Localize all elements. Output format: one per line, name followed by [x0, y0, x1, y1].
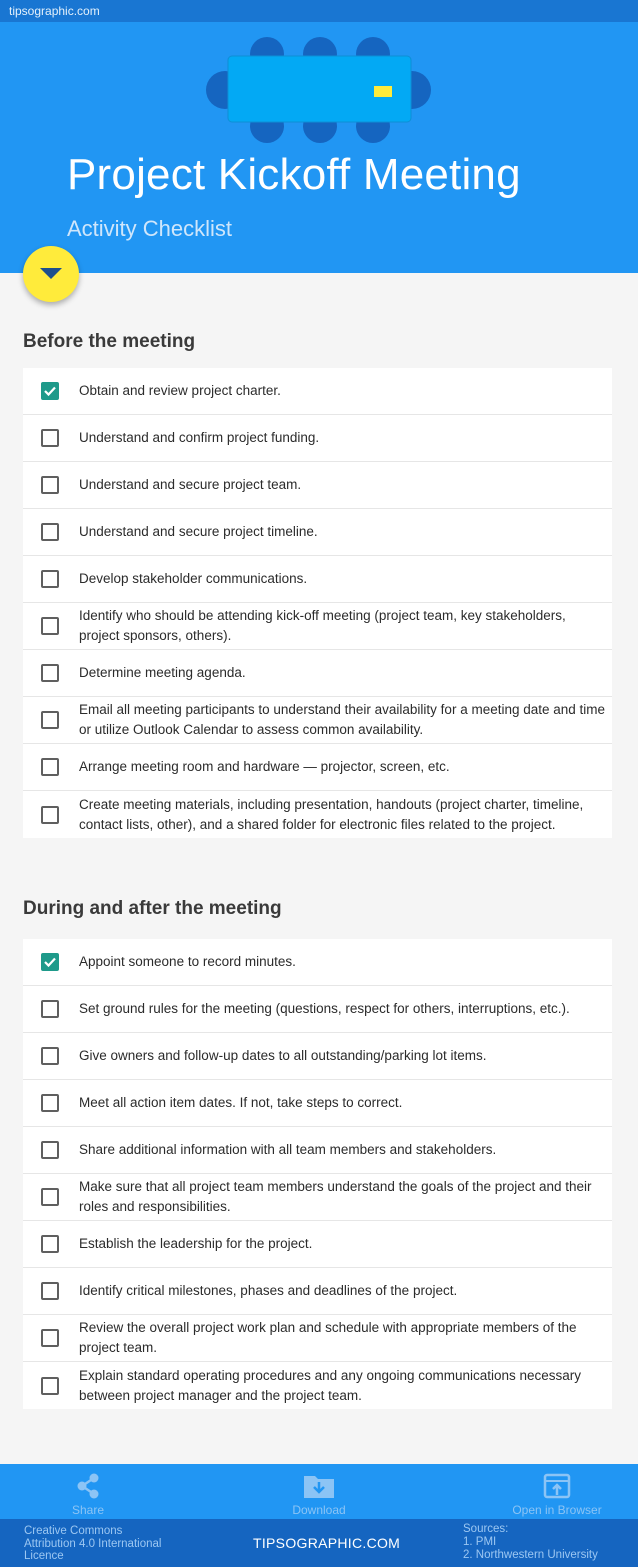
checklist-item[interactable] — [23, 509, 612, 556]
checkmark-icon — [43, 384, 57, 398]
checklist-before — [23, 368, 612, 838]
caret-down-icon — [40, 267, 62, 281]
checklist-item[interactable] — [23, 556, 612, 603]
checklist-item-text: Understand and secure project timeline. — [79, 524, 318, 539]
checkbox[interactable] — [41, 1235, 59, 1253]
download-icon — [303, 1473, 335, 1499]
checklist-item-text: Determine meeting agenda. — [79, 665, 246, 680]
checklist-item[interactable] — [23, 744, 612, 791]
footer — [0, 1519, 638, 1567]
checklist-item[interactable] — [23, 415, 612, 462]
checklist-item-text: Identify who should be attending kick-off meeting (project team, key stakeholders, project sponsors, others). — [79, 608, 566, 643]
checklist-item[interactable] — [23, 603, 612, 650]
share-label: Share — [71, 1503, 105, 1517]
sources-text — [463, 1523, 598, 1562]
checklist-item[interactable] — [23, 1127, 612, 1174]
license-line: Attribution 4.0 International — [24, 1537, 162, 1550]
license-line: Licence — [24, 1550, 64, 1562]
sources-line: 2. Northwestern University — [463, 1549, 598, 1561]
checkbox[interactable] — [41, 476, 59, 494]
checklist-item-text: Share additional information with all team members and stakeholders. — [79, 1142, 497, 1157]
checklist-item-text: Create meeting materials, including presentation, handouts (project charter, timeline, contact lists, other), and a shared folder for electronic files related to the project. — [79, 796, 584, 832]
checkbox[interactable] — [41, 664, 59, 682]
checklist-item-text: Give owners and follow-up dates to all outstanding/parking lot items. — [79, 1048, 487, 1063]
checklist-item[interactable] — [23, 462, 612, 509]
checklist-item-text: Make sure that all project team members understand the goals of the project and their roles and responsibilities. — [79, 1179, 592, 1214]
checkbox[interactable] — [41, 1282, 59, 1300]
expand-button[interactable] — [23, 246, 79, 302]
open-in-browser-label: Open in Browser — [512, 1503, 602, 1517]
checklist-item-text: Identify critical milestones, phases and deadlines of the project. — [79, 1283, 458, 1298]
checklist-item-text: Arrange meeting room and hardware — projector, screen, etc. — [79, 759, 450, 774]
checklist-item[interactable] — [23, 986, 612, 1033]
share-button[interactable] — [28, 1464, 148, 1519]
open-in-browser-icon — [543, 1473, 571, 1499]
page-title: Project Kickoff Meeting — [67, 150, 521, 199]
site-header — [0, 0, 638, 22]
checklist-item-text: Review the overall project work plan and schedule with appropriate members of the project team. — [79, 1320, 577, 1355]
checklist-item-text: Establish the leadership for the project. — [79, 1236, 313, 1251]
checkbox[interactable] — [41, 1094, 59, 1112]
checklist-item[interactable] — [23, 1315, 612, 1362]
checklist-item[interactable] — [23, 368, 612, 415]
action-bar — [0, 1464, 638, 1519]
checklist-item[interactable] — [23, 1174, 612, 1221]
checklist-item[interactable] — [23, 1221, 612, 1268]
checklist-item-text: Meet all action item dates. If not, take steps to correct. — [79, 1095, 403, 1110]
checkbox[interactable] — [41, 617, 59, 635]
checklist-item-text: Explain standard operating procedures and any ongoing communications necessary between project manager and the project team. — [79, 1367, 582, 1403]
checklist-item-text: Understand and secure project team. — [79, 477, 302, 492]
download-label: Download — [292, 1503, 346, 1517]
checkbox[interactable] — [41, 806, 59, 824]
license-line: Creative Commons — [24, 1525, 123, 1537]
site-name: tipsographic.com — [9, 4, 100, 18]
checkbox[interactable] — [41, 1047, 59, 1065]
checklist-item-text: Obtain and review project charter. — [79, 383, 281, 398]
checklist-item[interactable] — [23, 1033, 612, 1080]
checklist-item[interactable] — [23, 1268, 612, 1315]
section-title-during: During and after the meeting — [23, 898, 282, 919]
checklist-item-text: Understand and confirm project funding. — [79, 430, 320, 445]
checkbox[interactable] — [41, 570, 59, 588]
checklist-item-text: Email all meeting participants to understand their availability for a meeting date and time or utilize Outlook Calendar to assess common availability. — [79, 702, 606, 737]
checkbox-checked[interactable] — [41, 953, 59, 971]
license-text — [24, 1525, 161, 1563]
checklist-item[interactable] — [23, 791, 612, 838]
checklist-item[interactable] — [23, 939, 612, 986]
meeting-table-illustration — [200, 36, 440, 156]
checkbox[interactable] — [41, 1329, 59, 1347]
checklist-during — [23, 939, 612, 1409]
checkmark-icon — [43, 955, 57, 969]
checkbox[interactable] — [41, 523, 59, 541]
checklist-item[interactable] — [23, 697, 612, 744]
checklist-item[interactable] — [23, 1080, 612, 1127]
checkbox-checked[interactable] — [41, 382, 59, 400]
checklist-item-text: Set ground rules for the meeting (questions, respect for others, interruptions, etc.). — [79, 1001, 570, 1016]
checklist-item[interactable] — [23, 1362, 612, 1409]
share-icon — [76, 1473, 100, 1499]
sources-line: Sources: — [463, 1523, 509, 1535]
download-button[interactable] — [259, 1464, 379, 1519]
checkbox[interactable] — [41, 1377, 59, 1395]
checklist-item-text: Develop stakeholder communications. — [79, 571, 308, 586]
checkbox[interactable] — [41, 1000, 59, 1018]
hero-banner — [0, 22, 638, 273]
page-subtitle: Activity Checklist — [67, 216, 233, 241]
checkbox[interactable] — [41, 711, 59, 729]
checkbox[interactable] — [41, 1188, 59, 1206]
sources-line: 1. PMI — [463, 1536, 497, 1548]
checkbox[interactable] — [41, 1141, 59, 1159]
footer-brand-link[interactable]: TIPSOGRAPHIC.COM — [253, 1535, 401, 1551]
checklist-item-text: Appoint someone to record minutes. — [79, 954, 296, 969]
checkbox[interactable] — [41, 758, 59, 776]
checkbox[interactable] — [41, 429, 59, 447]
section-title-before: Before the meeting — [23, 331, 196, 352]
open-in-browser-button[interactable] — [497, 1464, 617, 1519]
checklist-item[interactable] — [23, 650, 612, 697]
